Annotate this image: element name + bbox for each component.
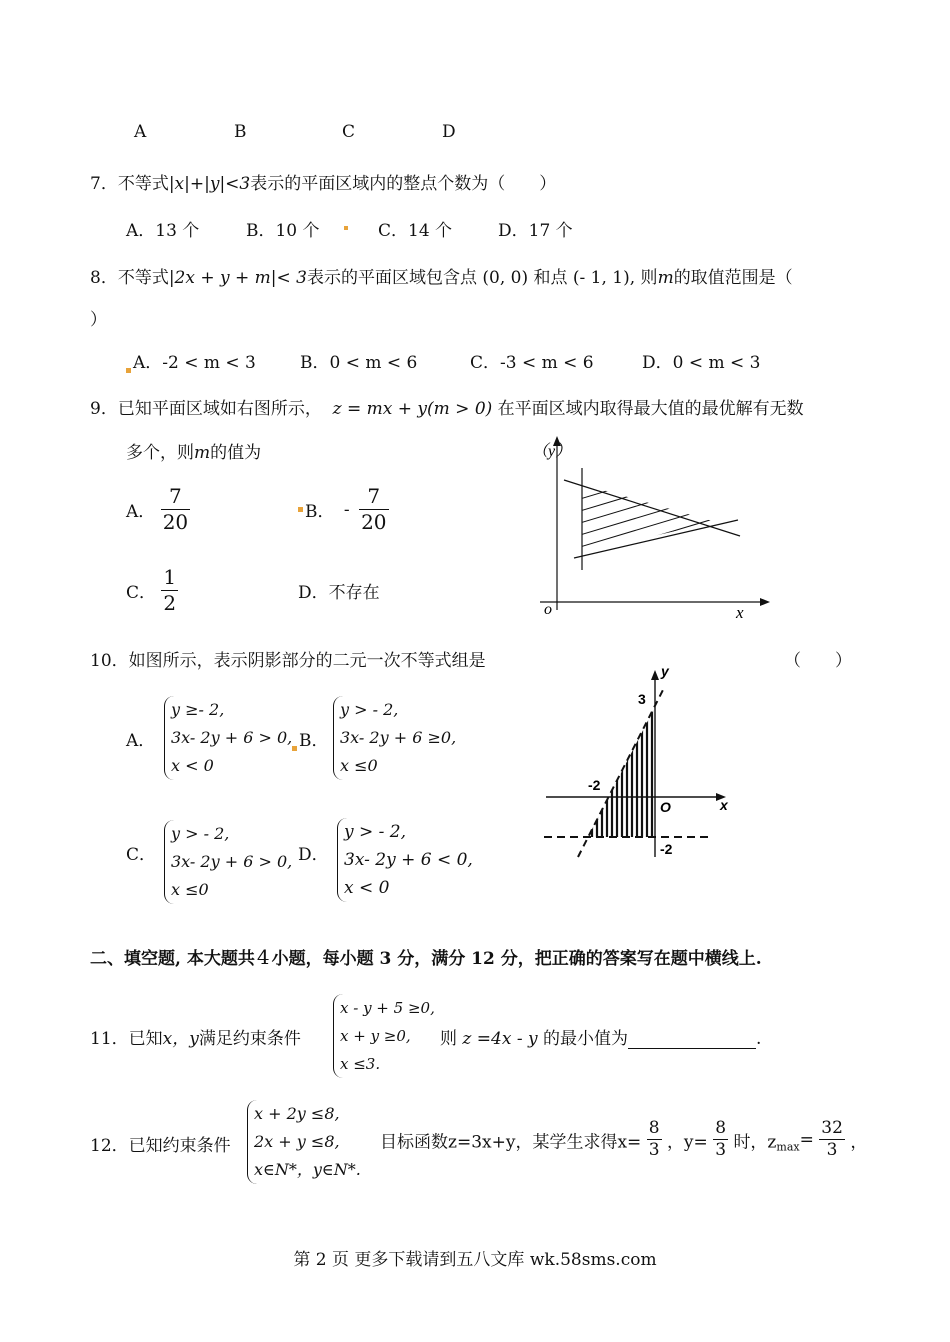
fraction: $\frac{8}{3}$	[715, 1118, 727, 1161]
q9-number: 9．	[90, 399, 118, 419]
q9-stem-a: 已知平面区域如右图所示，	[117, 399, 322, 419]
q9-hatching	[570, 472, 760, 574]
q10-paren: （ ）	[784, 651, 852, 671]
marker-dot	[298, 507, 303, 512]
q12-stem: 12．已知约束条件	[90, 1136, 231, 1156]
q9-lower-line	[574, 520, 738, 558]
q9-y-label: （y）	[532, 443, 572, 460]
q10-option-d-label: D．	[298, 845, 329, 865]
top-label-d: D	[442, 122, 456, 142]
q7-number: 7．	[90, 174, 118, 194]
top-label-a: A	[134, 122, 147, 142]
q11-answer-blank[interactable]	[628, 1032, 756, 1049]
q8-option-c: C．-3 < m < 6	[470, 353, 594, 373]
top-label-b: B	[234, 122, 247, 142]
q10-option-b-label: B．	[292, 726, 329, 751]
q10-tick-minus2-y: -2	[660, 841, 673, 857]
q10-shaded-region	[592, 702, 652, 842]
q10-graph	[540, 662, 740, 862]
q10-origin-label: O	[660, 799, 671, 815]
q9-option-d: D．不存在	[298, 583, 380, 603]
q8-stem-a: 不等式	[117, 268, 169, 288]
top-label-c: C	[342, 122, 356, 142]
fraction: $\frac{7}{20}$	[162, 484, 189, 534]
q11-system: x - y + 5 ≥0, x + y ≥0, x ≤3.	[333, 994, 435, 1078]
q10-stem-text: 如图所示，表示阴影部分的二元一次不等式组是	[128, 651, 486, 671]
q8-option-a: A．-2 < m < 3	[126, 348, 256, 373]
fraction: $\frac{8}{3}$	[648, 1118, 660, 1161]
fraction: $\frac{1}{2}$	[163, 565, 177, 615]
q8-number: 8．	[90, 268, 118, 288]
fraction: $\frac{7}{20}$	[361, 484, 387, 534]
q9-option-a: A． $\frac{7}{20}$	[126, 484, 189, 534]
q7-stem	[90, 169, 556, 194]
q11-vars: x，y	[162, 1029, 199, 1049]
q10-number: 10．	[90, 651, 129, 671]
q12-stem-tail: 目标函数z=3x+y，某学生求得x= $\frac{8}{3}$ ，y= $\frac{8}{3}$ 时，$z_{max}=$ $\frac{32}{3}$ ，	[380, 1118, 868, 1161]
q9-x-arrow	[760, 598, 770, 606]
q7-option-a: A．13 个	[126, 221, 200, 241]
q9-graph	[530, 432, 770, 627]
q10-stem	[90, 646, 486, 671]
q12-zmax-sub: max	[776, 1140, 800, 1154]
q12-system: x + 2y ≤8, 2x + y ≤8, x∈N*，y∈N*.	[247, 1100, 361, 1184]
q9-x-label: x	[736, 603, 744, 622]
q9-stem-line2: 多个，则m的值为	[126, 443, 262, 463]
q7-option-b: B．10 个	[246, 221, 320, 241]
q10-option-d-system: y > - 2, 3x- 2y + 6 < 0, x < 0	[337, 818, 473, 902]
q10-y-arrow	[651, 670, 659, 680]
q7-stem-b: 表示的平面区域内的整点个数为（ ）	[250, 174, 557, 194]
q9-option-b: B． - $\frac{7}{20}$	[298, 484, 389, 535]
q7-stem-a: 不等式	[117, 174, 169, 194]
marker-dot	[292, 746, 297, 751]
q7-option-d: D．17 个	[498, 221, 573, 241]
q10-option-b-system: y > - 2, 3x- 2y + 6 ≥0, x ≤0	[333, 696, 456, 780]
fraction: $\frac{32}{3}$	[821, 1118, 843, 1161]
q11-number: 11．	[90, 1029, 129, 1049]
q9-option-c: C． $\frac{1}{2}$	[126, 565, 177, 615]
q9-stem-b: 在平面区域内取得最大值的最优解有无数	[497, 399, 804, 419]
q11-stem-math: z =4x - y	[462, 1029, 538, 1049]
q10-tick-3: 3	[638, 691, 646, 707]
q11-stem: 11．已知x，y满足约束条件	[90, 1029, 301, 1049]
section2-heading: 二、填空题, 本大题共 4 小题，每小题 3 分，满分 12 分，把正确的答案写在题中横线上.	[90, 945, 762, 969]
q9-origin-label: o	[544, 601, 552, 618]
q9-stem-math: z = mx + y(m > 0)	[332, 399, 493, 419]
q8-stem-wrap: ）	[90, 310, 107, 330]
q9-stem-var: m	[194, 443, 211, 463]
q10-option-a-label: A．	[126, 731, 156, 751]
q8-stem	[90, 263, 793, 288]
q8-stem-b: 表示的平面区域包含点 (0, 0) 和点 (- 1, 1), 则	[306, 268, 658, 288]
page-footer: 第 2 页 更多下载请到五八文库 wk.58sms.com	[293, 1250, 657, 1270]
section2-count: 4	[256, 945, 270, 969]
q10-option-c-system: y > - 2, 3x- 2y + 6 > 0, x ≤0	[164, 820, 292, 904]
q7-stem-math: |x|+|y|<3	[168, 174, 251, 194]
q7-option-c: C．14 个	[378, 221, 453, 241]
q8-stem-var: m	[657, 268, 674, 288]
q12-number: 12．	[90, 1136, 129, 1156]
q10-y-label: y	[661, 663, 669, 679]
q8-option-d: D．0 < m < 3	[642, 353, 761, 373]
q11-stem-tail: 则 z =4x - y 的最小值为 .	[440, 1029, 762, 1049]
q8-stem-c: 的取值范围是（	[673, 268, 793, 288]
marker-dot	[126, 368, 131, 373]
q8-option-b: B．0 < m < 6	[300, 353, 418, 373]
q10-option-c-label: C．	[126, 845, 157, 865]
q10-option-a-system: y ≥- 2, 3x- 2y + 6 > 0, x < 0	[164, 696, 292, 780]
q10-x-label: x	[720, 797, 728, 813]
q7-marker-dot	[344, 226, 348, 230]
q9-stem	[90, 394, 804, 419]
q10-tick-minus2-x: -2	[588, 777, 601, 793]
q8-stem-math: |2x + y + m|< 3	[168, 268, 307, 288]
